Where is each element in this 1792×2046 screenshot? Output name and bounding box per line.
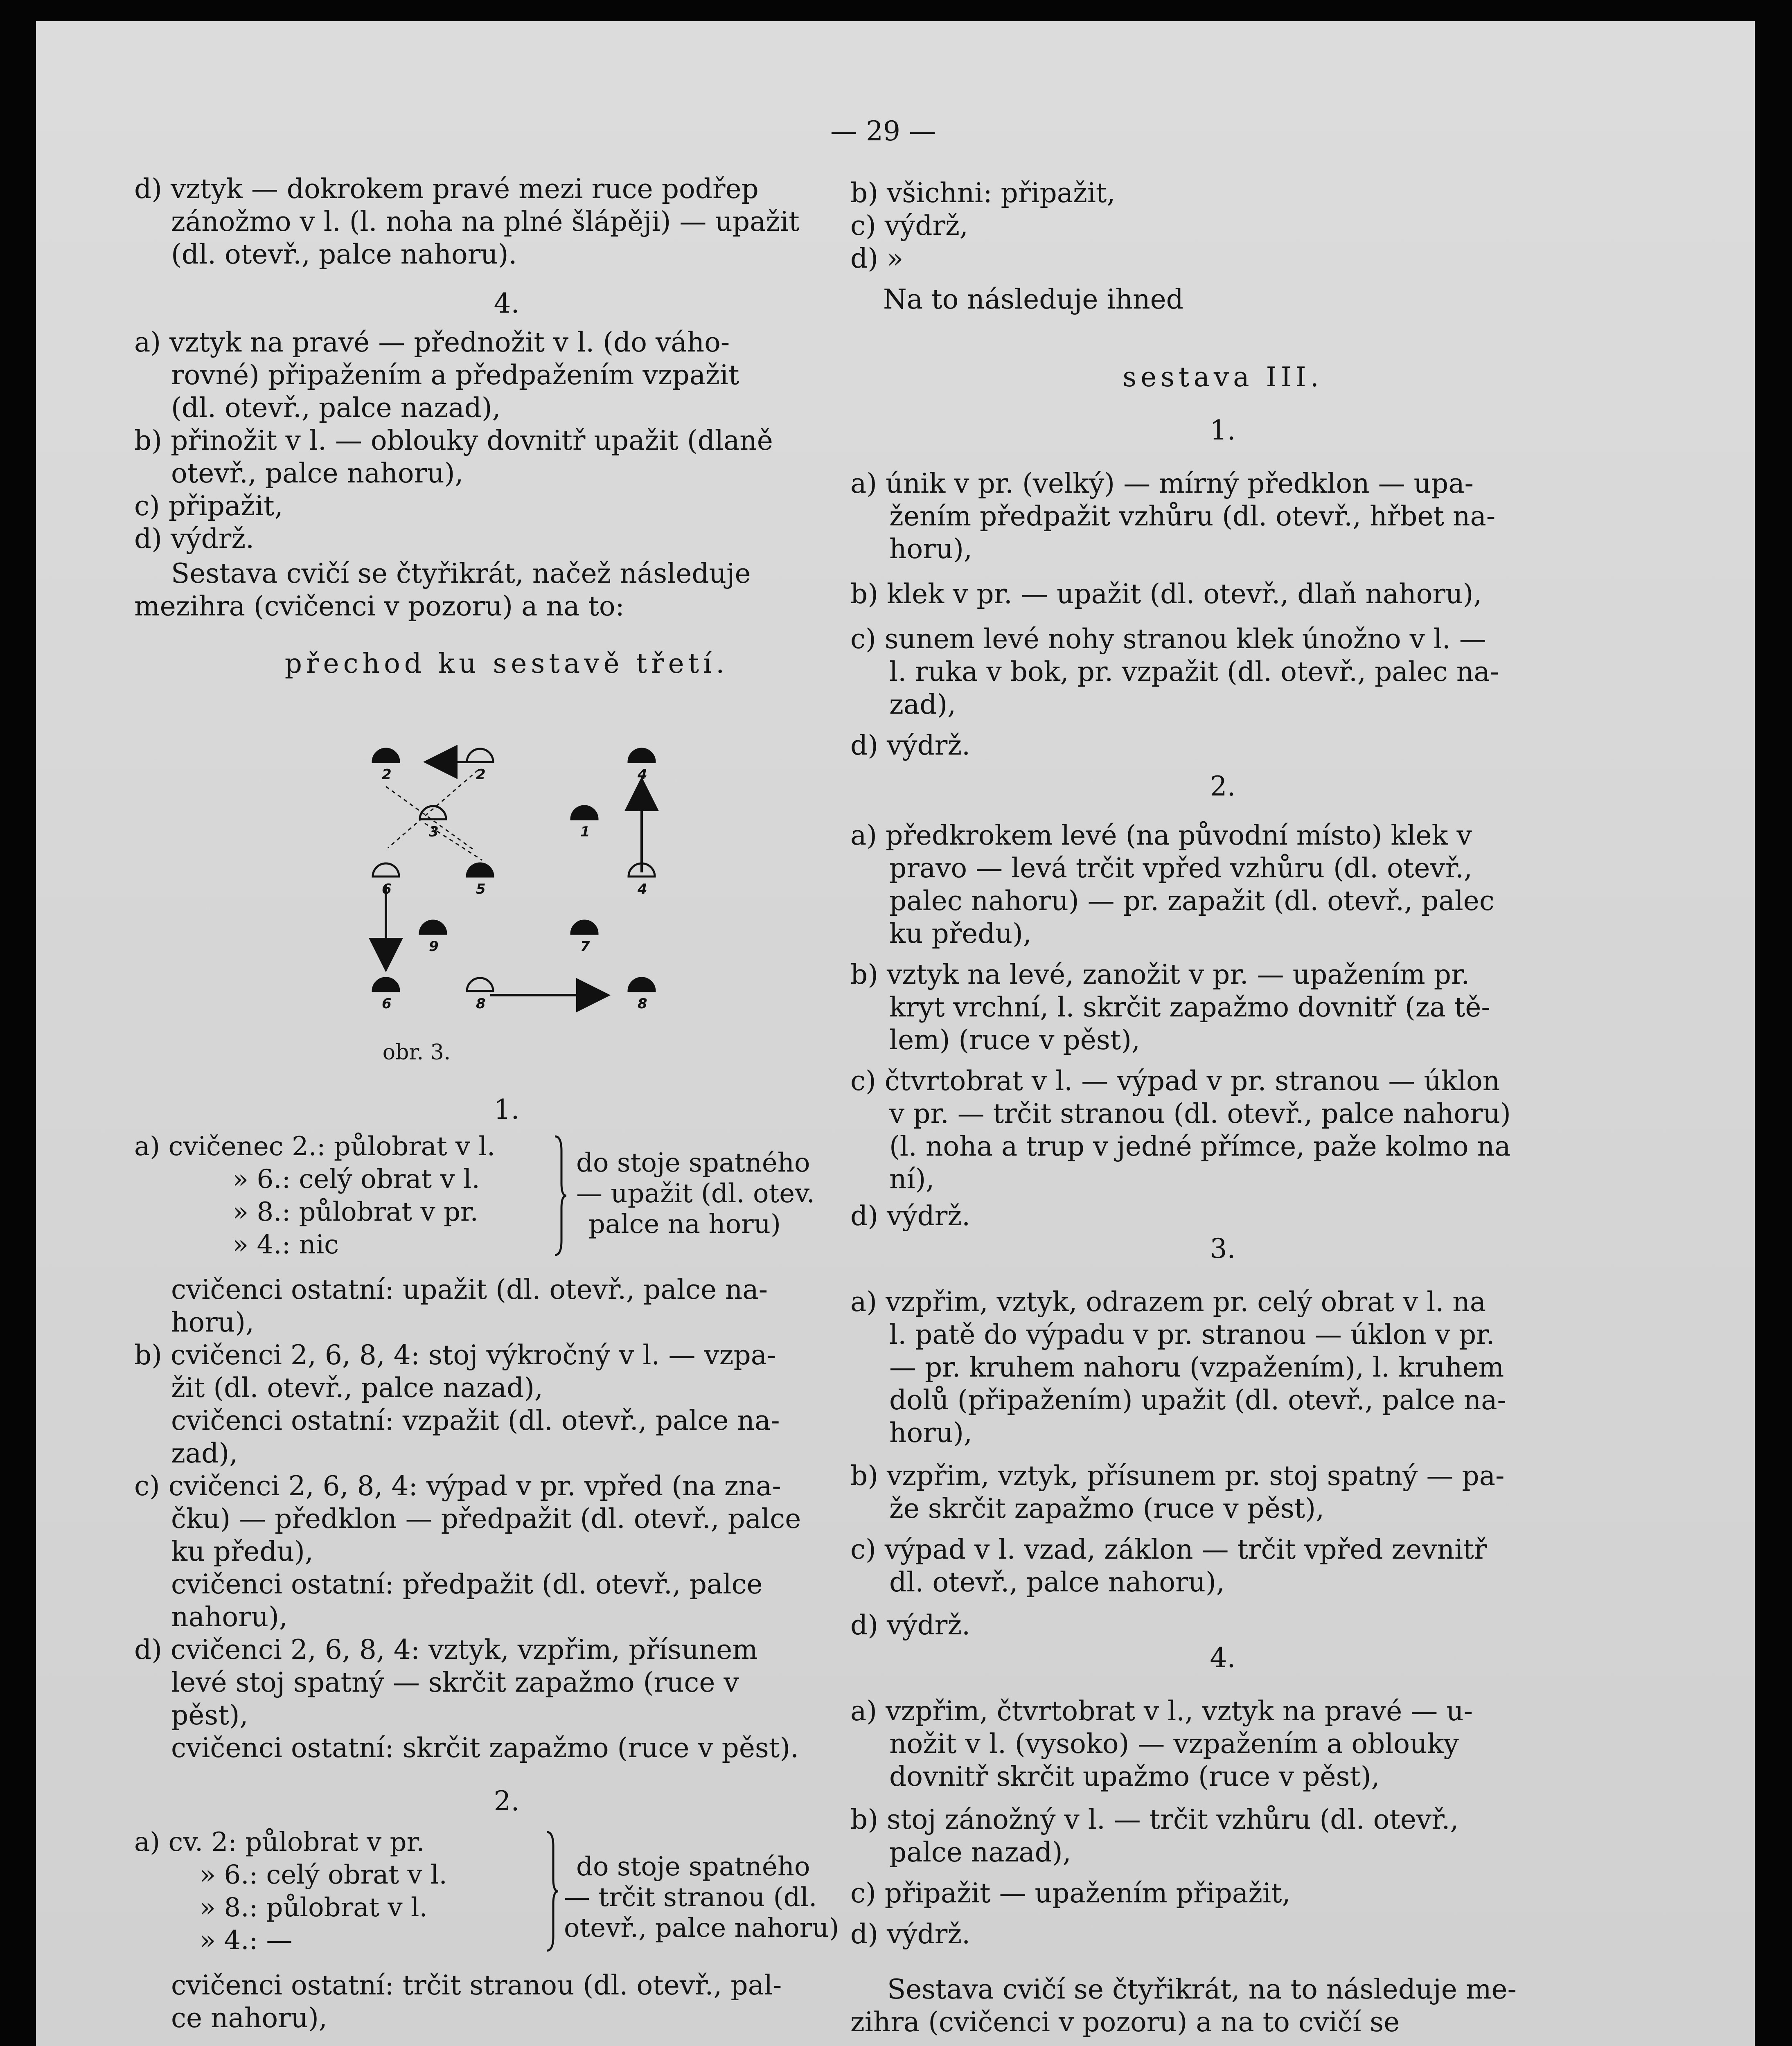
filled-marker-icon <box>467 863 493 877</box>
text-line: l. patě do výpadu v pr. stranou — úklon v pr. <box>889 1319 1495 1350</box>
text-line: b) stoj zánožný v l. — trčit vzhůru (dl. otevř., <box>850 1804 1459 1835</box>
text-line: cvičenci ostatní: předpažit (dl. otevř., palce <box>171 1568 763 1600</box>
text-line: Na to následuje ihned <box>883 284 1183 315</box>
brace-block <box>134 1130 879 1269</box>
transition-heading: přechod ku sestavě třetí. <box>284 648 729 679</box>
outline-marker-icon <box>467 749 493 762</box>
player-marker <box>629 978 655 1012</box>
formation-markers <box>373 749 655 1012</box>
marker-label: 1 <box>580 824 590 840</box>
text-line: horu), <box>889 533 973 565</box>
text-line: ce nahoru), <box>171 2002 327 2034</box>
brace-text: palce na horu) <box>588 1209 781 1239</box>
marker-label: 4 <box>638 766 647 783</box>
section-heading: 2. <box>494 1785 520 1817</box>
text-line: (dl. otevř., palce nahoru). <box>171 239 517 270</box>
section-heading: 1. <box>1210 415 1236 446</box>
row: » 8.: půlobrat v l. <box>200 1893 428 1923</box>
text-line: lem) (ruce v pěst), <box>889 1024 1140 1056</box>
marker-label: 5 <box>476 881 486 897</box>
text-line: b) vztyk na levé, zanožit v pr. — upažením pr. <box>850 959 1470 990</box>
filled-marker-icon <box>629 978 655 991</box>
brace-text: do stoje spatného <box>576 1852 810 1882</box>
marker-label: 6 <box>382 996 392 1012</box>
player-marker <box>467 749 493 783</box>
player-marker <box>571 921 597 955</box>
text-line: ku předu), <box>889 918 1032 949</box>
player-marker <box>467 978 493 1012</box>
section-heading: 4. <box>494 288 520 319</box>
text-line: v pr. — trčit stranou (dl. otevř., palce nahoru) <box>889 1098 1511 1129</box>
marker-label: 2 <box>382 766 392 783</box>
brace-icon <box>552 1134 568 1257</box>
text-line: cvičenci ostatní: trčit stranou (dl. otevř., pal- <box>171 1969 782 2001</box>
text-line: Sestava cvičí se čtyřikrát, na to následuje me- <box>887 1974 1517 2005</box>
text-line: dovnitř skrčit upažmo (ruce v pěst), <box>889 1761 1380 1792</box>
text-line: palce nazad), <box>889 1836 1071 1868</box>
text-line: b) cvičenci 2, 6, 8, 4: stoj výkročný v l. — vzpa- <box>134 1339 776 1371</box>
text-line: horu), <box>171 1307 255 1338</box>
marker-label: 8 <box>638 996 647 1012</box>
filled-marker-icon <box>420 921 446 934</box>
text-line: nožit v l. (vysoko) — vzpažením a oblouky <box>889 1728 1459 1760</box>
row: » 6.: celý obrat v l. <box>232 1164 480 1194</box>
player-marker <box>373 863 399 897</box>
text-line: žit (dl. otevř., palce nazad), <box>171 1372 543 1404</box>
filled-marker-icon <box>373 749 399 762</box>
text-line: ku předu), <box>171 1536 313 1567</box>
marker-label: 6 <box>382 881 392 897</box>
text-line: a) únik v pr. (velký) — mírný předklon — upa- <box>850 468 1474 499</box>
outline-marker-icon <box>373 863 399 877</box>
player-marker <box>420 921 446 955</box>
section-heading: 2. <box>1210 771 1236 802</box>
filled-marker-icon <box>629 749 655 762</box>
text-line: b) vzpřim, vztyk, přísunem pr. stoj spatný — pa- <box>850 1460 1505 1492</box>
text-line: otevř., palce nahoru), <box>171 457 464 489</box>
text-line: c) výdrž, <box>850 210 968 241</box>
text-line: d) výdrž. <box>850 1200 971 1232</box>
filled-marker-icon <box>571 921 597 934</box>
text-line: — pr. kruhem nahoru (vzpažením), l. kruhem <box>889 1352 1504 1383</box>
text-line: zihra (cvičenci v pozoru) a na to cvičí se <box>850 2006 1400 2038</box>
text-line: zad), <box>171 1438 238 1469</box>
player-marker <box>571 806 597 840</box>
sestava-heading: sestava III. <box>1123 361 1323 393</box>
text-line: c) sunem levé nohy stranou klek únožno v l. — <box>850 623 1486 655</box>
text-line: rovné) připažením a předpažením vzpažit <box>171 359 739 391</box>
text-line: mezihra (cvičenci v pozoru) a na to: <box>134 590 624 622</box>
text-line: levé stoj spatný — skrčit zapažmo (ruce v <box>171 1667 739 1698</box>
brace-icon <box>543 1830 560 1953</box>
row: a) cv. 2: půlobrat v pr. <box>134 1827 425 1857</box>
text-line: (l. noha a trup v jedné přímce, paže kolmo na <box>889 1131 1511 1162</box>
text-line: l. ruka v bok, pr. vzpažit (dl. otevř., palec na- <box>889 656 1499 687</box>
text-line: horu), <box>889 1417 973 1449</box>
text-line: d) » <box>850 243 904 274</box>
marker-label: 7 <box>580 938 590 955</box>
brace-text: — trčit stranou (dl. <box>564 1882 817 1913</box>
text-line: c) připažit, <box>134 490 283 522</box>
text-line: a) předkrokem levé (na původní místo) klek v <box>850 820 1472 851</box>
text-line: (dl. otevř., palce nazad), <box>171 392 501 424</box>
page-number: — 29 — <box>830 115 936 147</box>
text-line: zad), <box>889 689 956 720</box>
marker-label: 9 <box>429 938 439 955</box>
marker-label: 4 <box>638 881 647 897</box>
row: » 6.: celý obrat v l. <box>200 1860 447 1890</box>
text-line: c) čtvrtobrat v l. — výpad v pr. stranou — úklon <box>850 1065 1500 1097</box>
text-line: c) výpad v l. vzad, záklon — trčit vpřed zevnitř <box>850 1534 1487 1565</box>
figure-caption: obr. 3. <box>382 1040 451 1065</box>
text-line: dl. otevř., palce nahoru), <box>889 1566 1225 1598</box>
text-line: cvičenci ostatní: skrčit zapažmo (ruce v pěst). <box>171 1732 799 1764</box>
filled-marker-icon <box>373 978 399 991</box>
text-line: d) výdrž. <box>850 730 971 761</box>
text-line: zánožmo v l. (l. noha na plné šlápěji) — upažit <box>171 206 800 237</box>
outline-marker-icon <box>467 978 493 991</box>
player-marker <box>467 863 493 897</box>
brace-text: otevř., palce nahoru) <box>564 1913 839 1943</box>
filled-marker-icon <box>571 806 597 819</box>
text-line: kryt vrchní, l. skrčit zapažmo dovnitř (za tě- <box>889 991 1490 1023</box>
text-line: d) výdrž. <box>850 1609 971 1641</box>
text-line: d) cvičenci 2, 6, 8, 4: vztyk, vzpřim, přísunem <box>134 1634 758 1665</box>
section-heading: 1. <box>494 1094 520 1125</box>
text-line: žením předpažit vzhůru (dl. otevř., hřbet na- <box>889 500 1496 532</box>
text-line: ní), <box>889 1163 935 1195</box>
row: » 4.: — <box>200 1925 293 1956</box>
player-marker <box>373 978 399 1012</box>
row: » 4.: nic <box>232 1230 339 1260</box>
marker-label: 3 <box>429 824 439 840</box>
text-line: nahoru), <box>171 1601 288 1633</box>
scanned-page <box>36 21 1755 2046</box>
text-line: a) vztyk na pravé — přednožit v l. (do váho- <box>134 327 730 358</box>
text-line: b) klek v pr. — upažit (dl. otevř., dlaň nahoru), <box>850 578 1482 610</box>
text-line: Sestava cvičí se čtyřikrát, načež následuje <box>171 558 751 589</box>
text-line: b) všichni: připažit, <box>850 177 1116 209</box>
marker-label: 2 <box>476 766 486 783</box>
section-heading: 3. <box>1210 1233 1236 1264</box>
text-line: dolů (připažením) upažit (dl. otevř., palce na- <box>889 1384 1506 1416</box>
text-line: b) přinožit v l. — oblouky dovnitř upažit (dlaně <box>134 425 773 456</box>
brace-block <box>134 1826 879 1965</box>
text-line: d) výdrž. <box>850 1918 971 1950</box>
marker-label: 8 <box>476 996 486 1012</box>
section-heading: 4. <box>1210 1642 1236 1674</box>
brace-text: do stoje spatného <box>576 1148 810 1178</box>
player-marker <box>373 749 399 783</box>
formation-diagram <box>355 725 764 1077</box>
text-line: c) cvičenci 2, 6, 8, 4: výpad v pr. vpřed (na zna- <box>134 1470 781 1502</box>
text-line: palec nahoru) — pr. zapažit (dl. otevř., palec <box>889 885 1494 917</box>
text-line: pravo — levá trčit vpřed vzhůru (dl. otevř., <box>889 852 1472 884</box>
text-line: že skrčit zapažmo (ruce v pěst), <box>889 1493 1325 1524</box>
text-line: čku) — předklon — předpažit (dl. otevř., palce <box>171 1503 801 1534</box>
text-line: a) vzpřim, čtvrtobrat v l., vztyk na pravé — u- <box>850 1695 1473 1727</box>
text-line: cvičenci ostatní: vzpažit (dl. otevř., palce na- <box>171 1405 780 1436</box>
text-line: cvičenci ostatní: upažit (dl. otevř., palce na- <box>171 1274 768 1305</box>
player-marker <box>629 749 655 783</box>
text-line: d) výdrž. <box>134 523 255 554</box>
text-line: d) vztyk — dokrokem pravé mezi ruce podřep <box>134 173 759 205</box>
row: a) cvičenec 2.: půlobrat v l. <box>134 1131 496 1162</box>
row: » 8.: půlobrat v pr. <box>232 1197 478 1227</box>
player-marker <box>420 806 446 840</box>
text-line: pěst), <box>171 1699 248 1731</box>
text-line: a) vzpřim, vztyk, odrazem pr. celý obrat v l. na <box>850 1286 1486 1318</box>
text-line: c) připažit — upažením připažit, <box>850 1877 1291 1909</box>
outline-marker-icon <box>420 806 446 819</box>
brace-text: — upažit (dl. otev. <box>576 1178 815 1209</box>
